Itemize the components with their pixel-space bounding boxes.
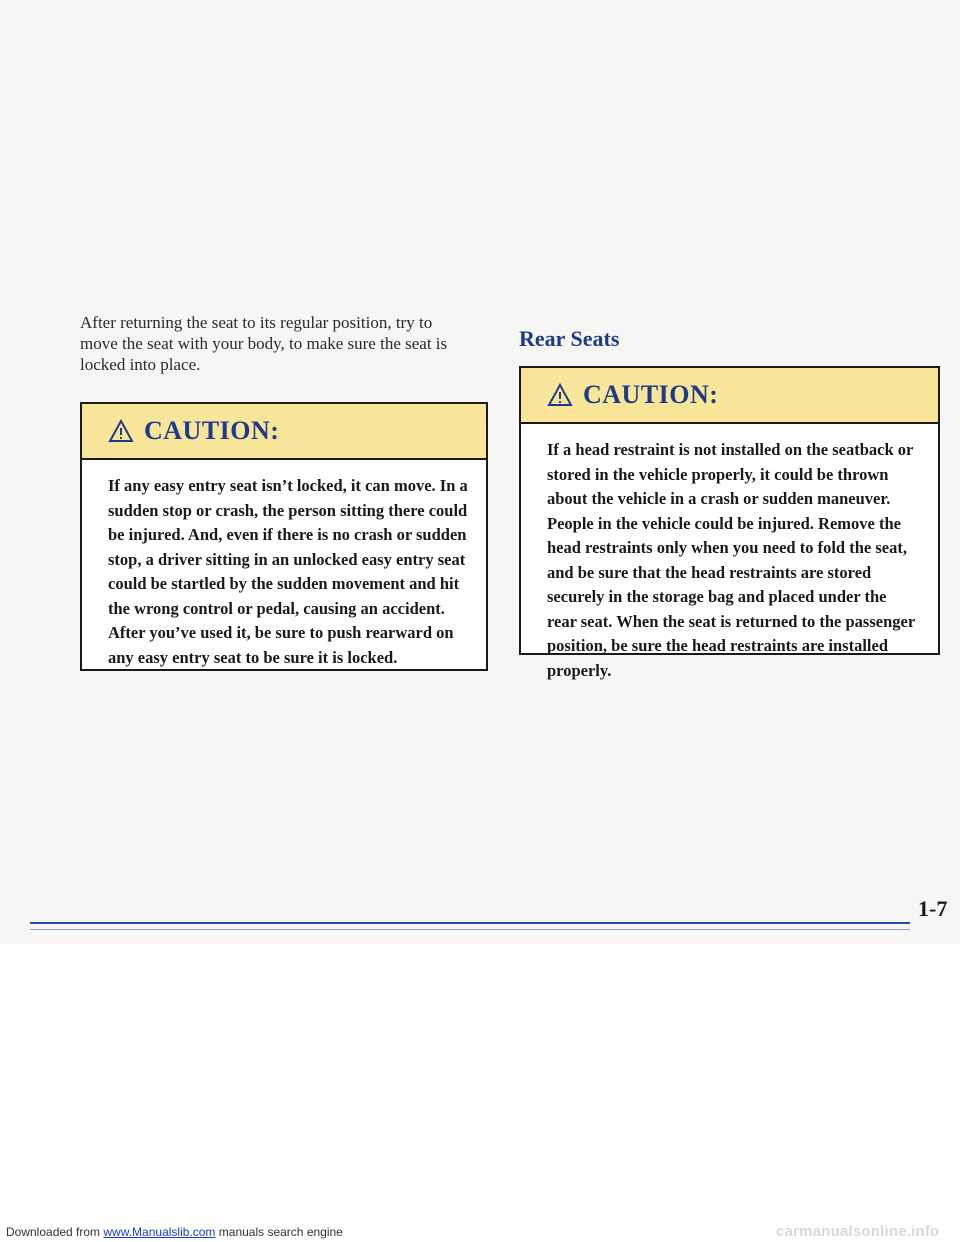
caution-box-right (519, 366, 940, 680)
caution-header (521, 368, 938, 424)
download-footer (6, 1225, 343, 1239)
caution-label: CAUTION: (144, 416, 280, 445)
page-margin (0, 944, 960, 1242)
footer-rule-thin (30, 929, 910, 930)
caution-text: If any easy entry seat isn’t locked, it can move. In a sudden stop or crash, the person sitting there could be injured. And, even if there is no crash or sudden stop, a driver sitting in an unlocked easy entry seat could be startled by the sudden movement and hit the wrong control or pedal, causing an accident. After you’ve used it, be sure to push rearward on any easy entry seat to be sure it is locked. (108, 476, 468, 667)
section-title: Rear Seats (519, 326, 620, 351)
footer-prefix: Downloaded from (6, 1225, 104, 1239)
caution-label: CAUTION: (583, 380, 719, 409)
footer-rule (30, 922, 910, 924)
warning-triangle-icon (108, 419, 134, 443)
caution-text: If a head restraint is not installed on the seatback or stored in the vehicle properly, it could be thrown about the vehicle in a crash or sudden maneuver. People in the vehicle could be injured. Remove the head restraints only when you need to fold the seat, and be sure that the head restraints are stored securely in the storage bag and placed under the rear seat. When the seat is returned to the passenger position, be sure the head restraints are installed properly. (547, 440, 915, 680)
watermark: carmanualsonline.info (776, 1223, 940, 1240)
manualslib-link[interactable]: www.Manualslib.com (103, 1225, 216, 1239)
warning-triangle-icon (547, 383, 573, 407)
caution-header (82, 404, 486, 460)
footer-suffix: manuals search engine (215, 1225, 343, 1239)
page-number: 1-7 (918, 896, 948, 921)
caution-box-left (80, 402, 488, 671)
intro-paragraph: After returning the seat to its regular position, try to move the seat with your body, to make sure the seat is locked into place. (80, 313, 448, 374)
